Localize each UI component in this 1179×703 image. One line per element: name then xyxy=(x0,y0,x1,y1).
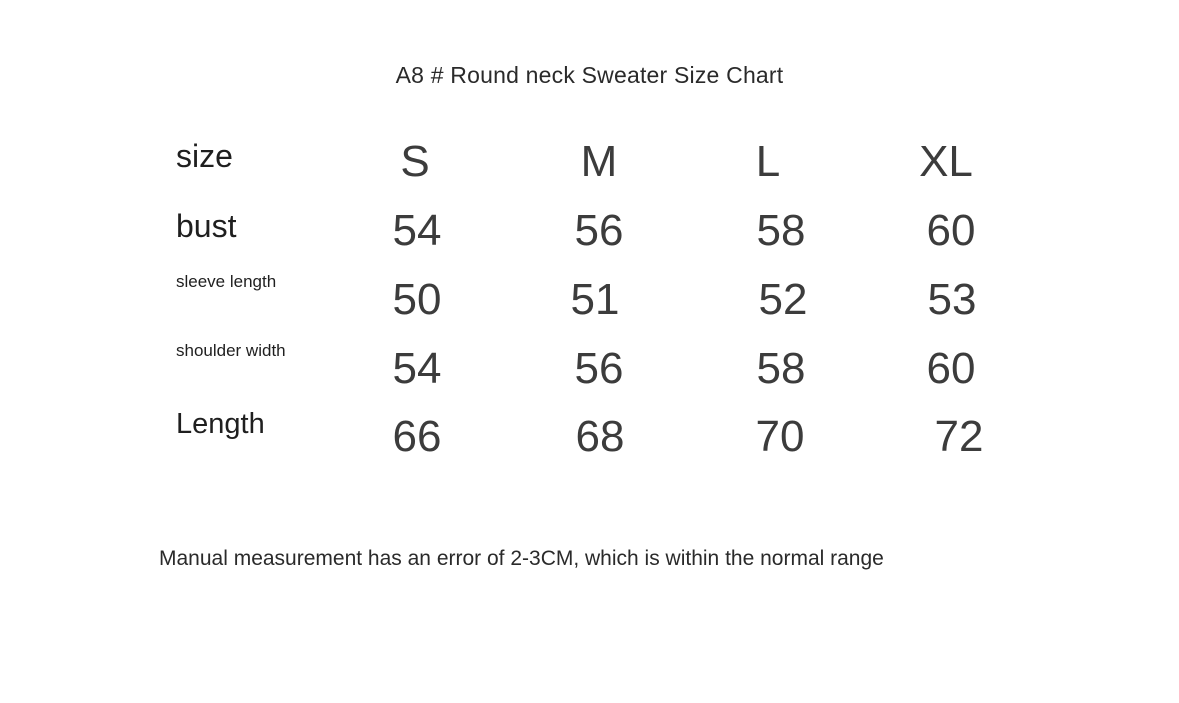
size-header-l: L xyxy=(755,137,781,186)
row-label-bust: bust xyxy=(176,208,237,244)
table-cell: 66 xyxy=(392,412,442,461)
table-cell: 51 xyxy=(570,275,620,324)
table-cell: 58 xyxy=(756,206,806,255)
table-cell: 72 xyxy=(934,412,984,461)
table-cell: 70 xyxy=(755,412,805,461)
table-cell: 54 xyxy=(392,206,442,255)
size-header-xl: XL xyxy=(919,137,973,186)
table-cell: 60 xyxy=(926,206,976,255)
table-cell: 54 xyxy=(392,344,442,393)
measurement-note: Manual measurement has an error of 2-3CM, which is within the normal range xyxy=(159,547,884,570)
table-cell: 68 xyxy=(575,412,625,461)
table-cell: 58 xyxy=(756,344,806,393)
table-cell: 50 xyxy=(392,275,442,324)
size-header-m: M xyxy=(580,137,618,186)
table-cell: 60 xyxy=(926,344,976,393)
table-cell: 56 xyxy=(574,344,624,393)
page-title: A8 # Round neck Sweater Size Chart xyxy=(395,62,784,88)
size-header-s: S xyxy=(400,137,430,186)
row-label-shoulder-width: shoulder width xyxy=(176,341,286,360)
size-header-label: size xyxy=(176,138,233,174)
table-cell: 56 xyxy=(574,206,624,255)
row-label-sleeve-length: sleeve length xyxy=(176,272,277,291)
row-label-length: Length xyxy=(176,408,265,440)
table-cell: 52 xyxy=(758,275,808,324)
table-cell: 53 xyxy=(927,275,977,324)
